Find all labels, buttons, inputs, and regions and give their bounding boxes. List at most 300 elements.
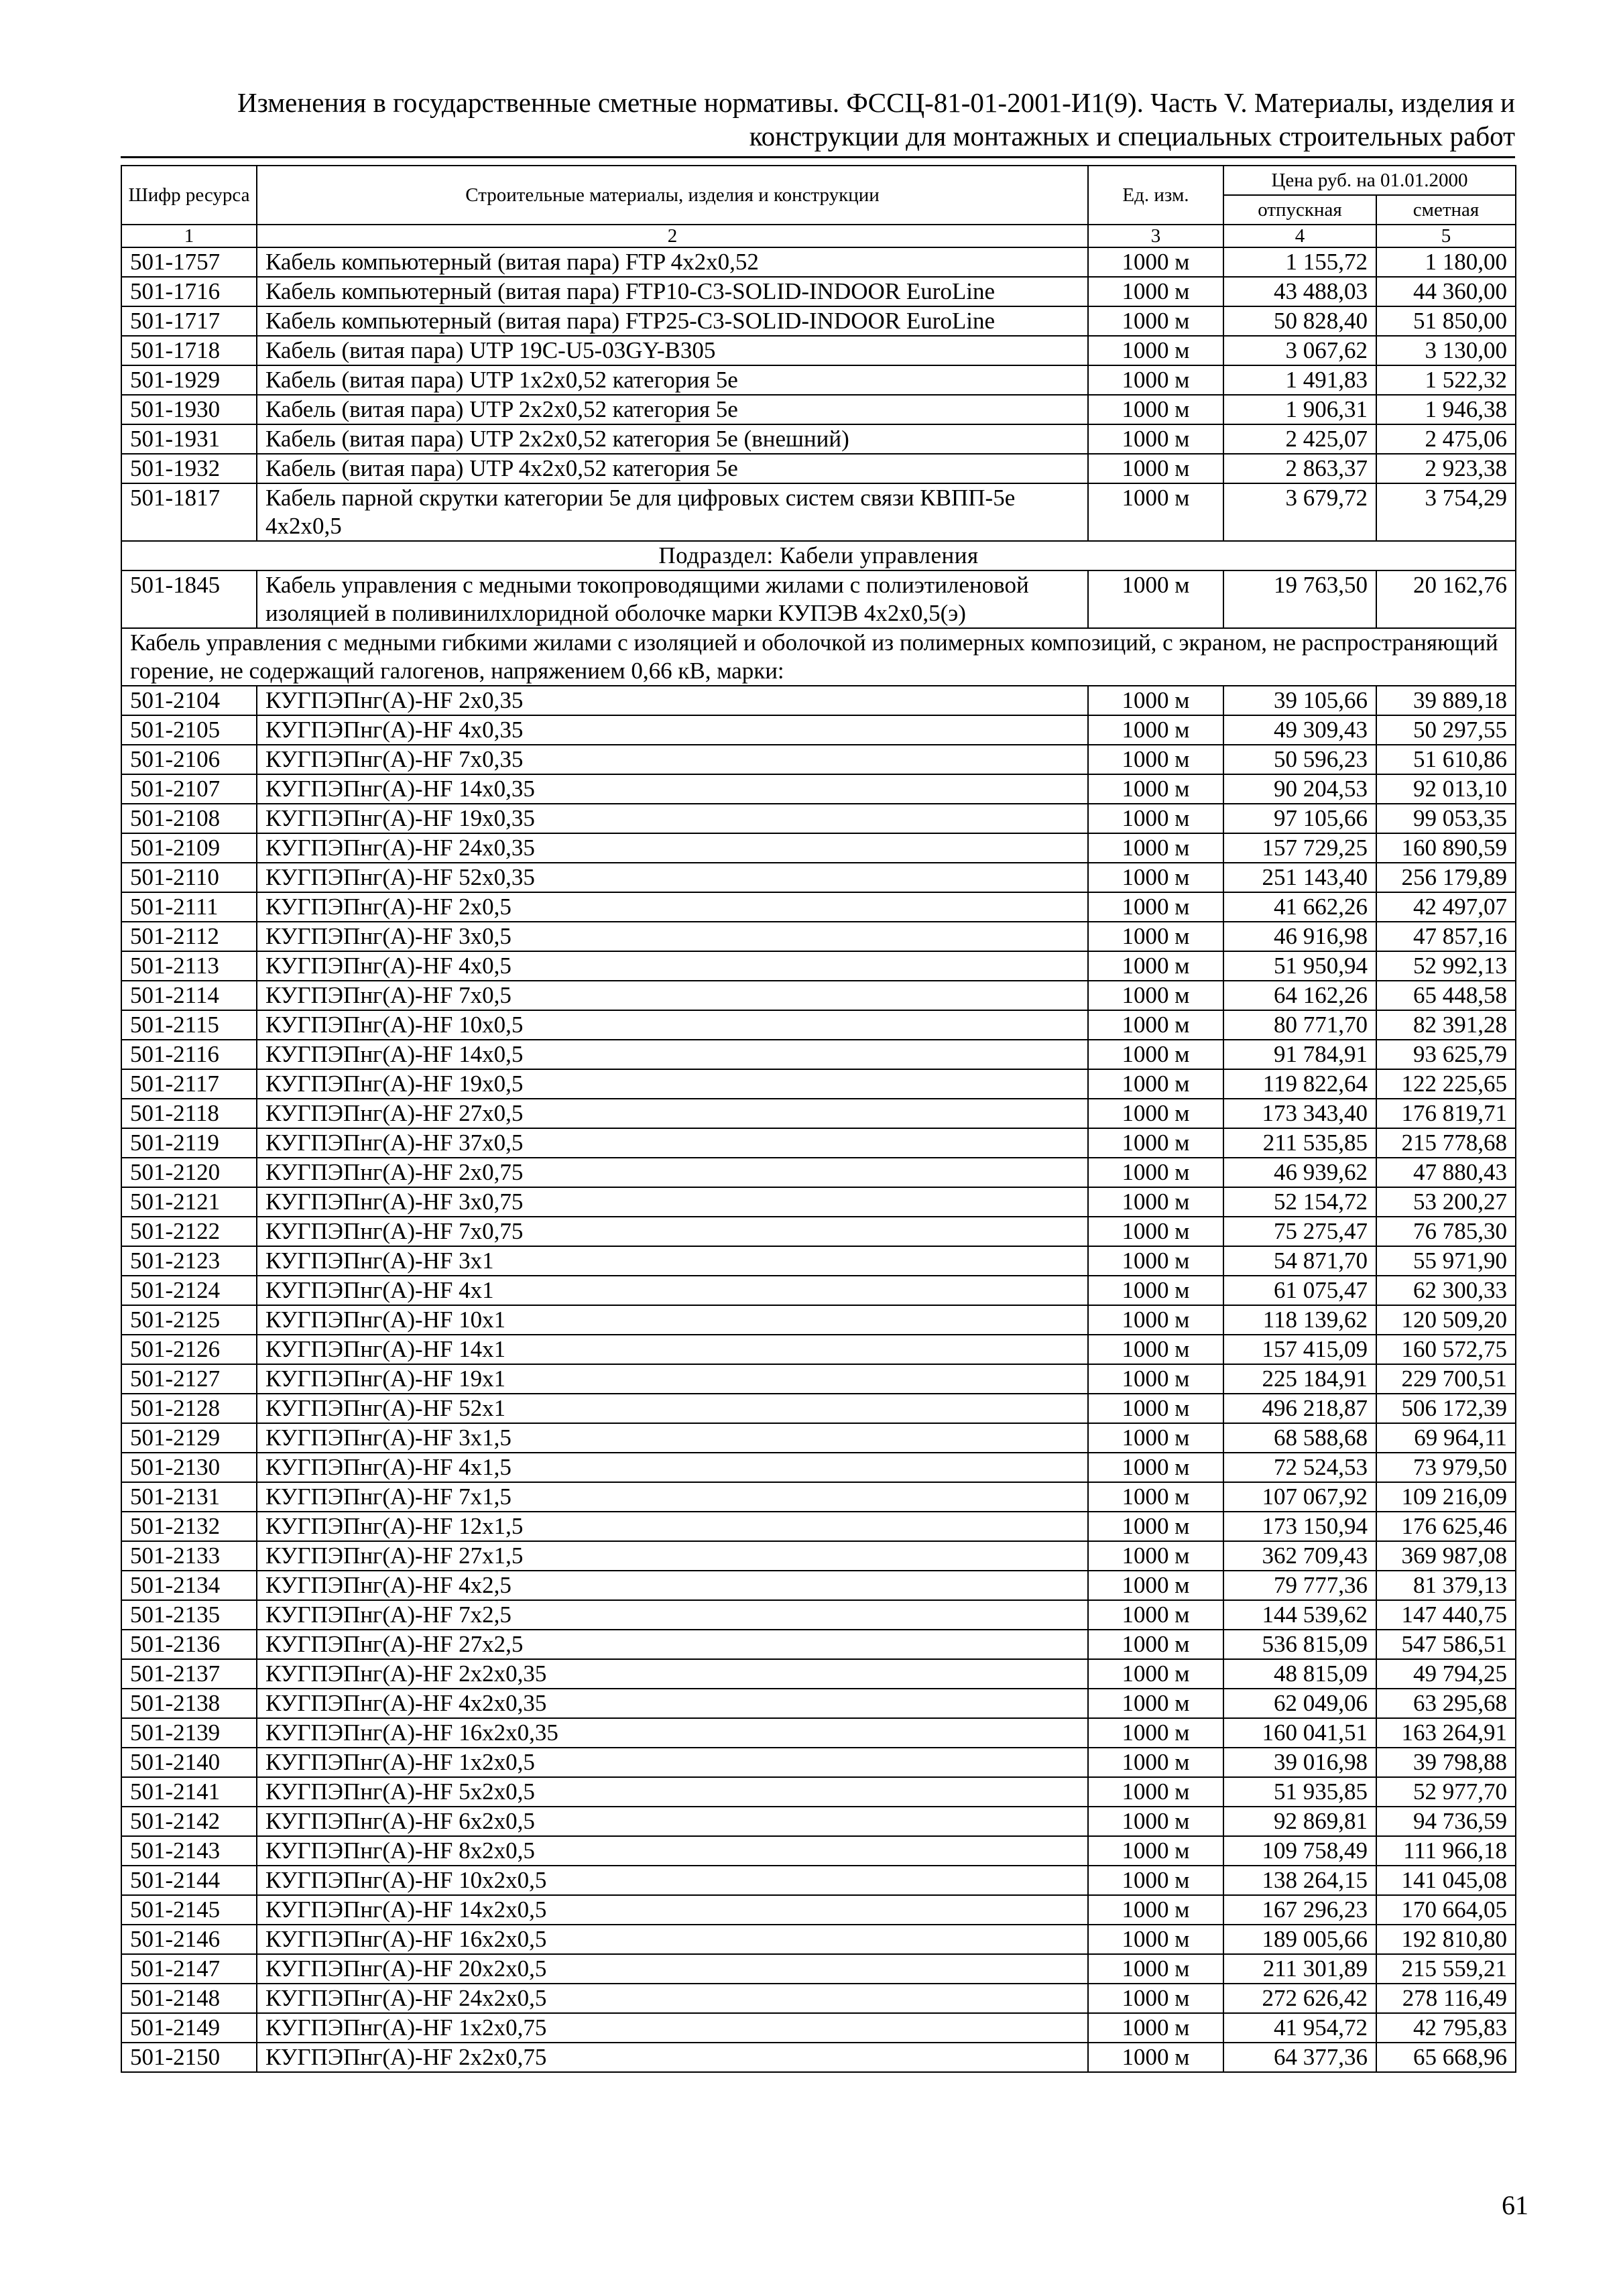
cell-unit: 1000 м bbox=[1088, 774, 1223, 804]
cell-release-price: 138 264,15 bbox=[1223, 1866, 1376, 1895]
cell-code: 501-2127 bbox=[121, 1364, 257, 1394]
cell-unit: 1000 м bbox=[1088, 1807, 1223, 1836]
table-row bbox=[121, 424, 1516, 454]
table-row bbox=[121, 1777, 1516, 1807]
cell-code: 501-2116 bbox=[121, 1040, 257, 1069]
table-row bbox=[121, 454, 1516, 483]
cell-unit: 1000 м bbox=[1088, 1276, 1223, 1305]
cell-code: 501-2136 bbox=[121, 1630, 257, 1659]
cell-name: КУГПЭПнг(А)-HF 14x1 bbox=[257, 1335, 1088, 1364]
cell-release-price: 51 950,94 bbox=[1223, 951, 1376, 981]
cell-code: 501-2146 bbox=[121, 1925, 257, 1954]
cell-code: 501-2108 bbox=[121, 804, 257, 833]
table-row bbox=[121, 570, 1516, 628]
cell-release-price: 48 815,09 bbox=[1223, 1659, 1376, 1689]
table-row bbox=[121, 1689, 1516, 1718]
table-row bbox=[121, 745, 1516, 774]
cell-unit: 1000 м bbox=[1088, 686, 1223, 715]
cell-release-price: 173 150,94 bbox=[1223, 1512, 1376, 1541]
cell-estimate-price: 51 850,00 bbox=[1376, 306, 1516, 336]
cell-release-price: 54 871,70 bbox=[1223, 1246, 1376, 1276]
cell-code: 501-2117 bbox=[121, 1069, 257, 1099]
cell-name: КУГПЭПнг(А)-HF 7x0,5 bbox=[257, 981, 1088, 1010]
cell-release-price: 189 005,66 bbox=[1223, 1925, 1376, 1954]
cell-release-price: 362 709,43 bbox=[1223, 1541, 1376, 1571]
table-body-control-cables bbox=[121, 686, 1516, 2072]
col-header-name: Строительные материалы, изделия и конструкции bbox=[257, 166, 1088, 225]
cell-unit: 1000 м bbox=[1088, 1984, 1223, 2013]
cell-estimate-price: 42 795,83 bbox=[1376, 2013, 1516, 2043]
cell-name: КУГПЭПнг(А)-HF 4x1,5 bbox=[257, 1453, 1088, 1482]
resource-price-table bbox=[121, 165, 1516, 2073]
cell-unit: 1000 м bbox=[1088, 951, 1223, 981]
cell-name: Кабель (витая пара) UTP 2x2x0,52 категория 5е (внешний) bbox=[257, 424, 1088, 454]
table-row bbox=[121, 483, 1516, 541]
cell-name: КУГПЭПнг(А)-HF 3x1 bbox=[257, 1246, 1088, 1276]
cell-name: КУГПЭПнг(А)-HF 10x2x0,5 bbox=[257, 1866, 1088, 1895]
cell-name: КУГПЭПнг(А)-HF 2x2x0,75 bbox=[257, 2043, 1088, 2072]
cell-estimate-price: 278 116,49 bbox=[1376, 1984, 1516, 2013]
cell-unit: 1000 м bbox=[1088, 277, 1223, 306]
cell-estimate-price: 39 798,88 bbox=[1376, 1748, 1516, 1777]
cell-code: 501-2145 bbox=[121, 1895, 257, 1925]
cell-estimate-price: 92 013,10 bbox=[1376, 774, 1516, 804]
cell-name: КУГПЭПнг(А)-HF 6x2x0,5 bbox=[257, 1807, 1088, 1836]
cell-code: 501-1817 bbox=[121, 483, 257, 541]
cell-estimate-price: 44 360,00 bbox=[1376, 277, 1516, 306]
cell-unit: 1000 м bbox=[1088, 1364, 1223, 1394]
cell-unit: 1000 м bbox=[1088, 1718, 1223, 1748]
cell-release-price: 173 343,40 bbox=[1223, 1099, 1376, 1128]
cell-code: 501-2140 bbox=[121, 1748, 257, 1777]
cell-code: 501-2111 bbox=[121, 892, 257, 922]
table-row bbox=[121, 1187, 1516, 1217]
cell-name: Кабель (витая пара) UTP 1x2x0,52 категория 5е bbox=[257, 365, 1088, 395]
table-row bbox=[121, 686, 1516, 715]
cell-release-price: 211 301,89 bbox=[1223, 1954, 1376, 1984]
cell-name: КУГПЭПнг(А)-HF 27x2,5 bbox=[257, 1630, 1088, 1659]
group-note: Кабель управления с медными гибкими жилами с изоляцией и оболочкой из полимерных композиций, с экраном, не распространяющий горение, не содержащий галогенов, напряжением 0,66 кВ, марки: bbox=[121, 628, 1516, 686]
table-head bbox=[121, 166, 1516, 247]
cell-name: Кабель (витая пара) UTP 4x2x0,52 категория 5е bbox=[257, 454, 1088, 483]
cell-name: КУГПЭПнг(А)-HF 4x0,5 bbox=[257, 951, 1088, 981]
cell-code: 501-2150 bbox=[121, 2043, 257, 2072]
cell-code: 501-2106 bbox=[121, 745, 257, 774]
cell-name: Кабель парной скрутки категории 5е для цифровых систем связи КВПП-5е 4x2x0,5 bbox=[257, 483, 1088, 541]
cell-code: 501-2141 bbox=[121, 1777, 257, 1807]
cell-estimate-price: 3 130,00 bbox=[1376, 336, 1516, 365]
cell-code: 501-2139 bbox=[121, 1718, 257, 1748]
cell-estimate-price: 81 379,13 bbox=[1376, 1571, 1516, 1600]
cell-name: КУГПЭПнг(А)-HF 1x2x0,5 bbox=[257, 1748, 1088, 1777]
cell-code: 501-2122 bbox=[121, 1217, 257, 1246]
cell-unit: 1000 м bbox=[1088, 1895, 1223, 1925]
cell-name: Кабель управления с медными токопроводящими жилами с полиэтиленовой изоляцией в поливинилхлоридной оболочке марки КУПЭВ 4x2x0,5(э) bbox=[257, 570, 1088, 628]
cell-estimate-price: 215 778,68 bbox=[1376, 1128, 1516, 1158]
cell-estimate-price: 94 736,59 bbox=[1376, 1807, 1516, 1836]
cell-unit: 1000 м bbox=[1088, 1010, 1223, 1040]
cell-release-price: 62 049,06 bbox=[1223, 1689, 1376, 1718]
cell-release-price: 46 939,62 bbox=[1223, 1158, 1376, 1187]
table-row bbox=[121, 1954, 1516, 1984]
cell-release-price: 43 488,03 bbox=[1223, 277, 1376, 306]
cell-code: 501-1929 bbox=[121, 365, 257, 395]
cell-code: 501-2132 bbox=[121, 1512, 257, 1541]
table-row bbox=[121, 1099, 1516, 1128]
subsection-block bbox=[121, 541, 1516, 686]
cell-name: КУГПЭПнг(А)-HF 4x2x0,35 bbox=[257, 1689, 1088, 1718]
cell-estimate-price: 47 857,16 bbox=[1376, 922, 1516, 951]
cell-code: 501-2114 bbox=[121, 981, 257, 1010]
table-row bbox=[121, 365, 1516, 395]
cell-unit: 1000 м bbox=[1088, 365, 1223, 395]
table-row bbox=[121, 306, 1516, 336]
cell-name: КУГПЭПнг(А)-HF 27x0,5 bbox=[257, 1099, 1088, 1128]
cell-unit: 1000 м bbox=[1088, 715, 1223, 745]
cell-unit: 1000 м bbox=[1088, 306, 1223, 336]
cell-unit: 1000 м bbox=[1088, 1600, 1223, 1630]
cell-code: 501-2135 bbox=[121, 1600, 257, 1630]
cell-unit: 1000 м bbox=[1088, 2043, 1223, 2072]
table-row bbox=[121, 2013, 1516, 2043]
cell-release-price: 91 784,91 bbox=[1223, 1040, 1376, 1069]
cell-release-price: 107 067,92 bbox=[1223, 1482, 1376, 1512]
cell-release-price: 50 596,23 bbox=[1223, 745, 1376, 774]
header-line-2: конструкции для монтажных и специальных строительных работ bbox=[749, 121, 1515, 152]
cell-name: КУГПЭПнг(А)-HF 3x0,5 bbox=[257, 922, 1088, 951]
table-row bbox=[121, 804, 1516, 833]
cell-release-price: 1 906,31 bbox=[1223, 395, 1376, 424]
cell-unit: 1000 м bbox=[1088, 1423, 1223, 1453]
cell-release-price: 92 869,81 bbox=[1223, 1807, 1376, 1836]
cell-release-price: 496 218,87 bbox=[1223, 1394, 1376, 1423]
cell-unit: 1000 м bbox=[1088, 247, 1223, 277]
cell-code: 501-2110 bbox=[121, 863, 257, 892]
table-row bbox=[121, 1512, 1516, 1541]
cell-name: КУГПЭПнг(А)-HF 19x0,35 bbox=[257, 804, 1088, 833]
cell-release-price: 64 162,26 bbox=[1223, 981, 1376, 1010]
cell-name: КУГПЭПнг(А)-HF 4x0,35 bbox=[257, 715, 1088, 745]
cell-estimate-price: 160 572,75 bbox=[1376, 1335, 1516, 1364]
cell-name: КУГПЭПнг(А)-HF 7x0,35 bbox=[257, 745, 1088, 774]
cell-unit: 1000 м bbox=[1088, 804, 1223, 833]
cell-unit: 1000 м bbox=[1088, 1394, 1223, 1423]
cell-code: 501-2129 bbox=[121, 1423, 257, 1453]
table-body-twisted-pair bbox=[121, 247, 1516, 541]
cell-code: 501-2113 bbox=[121, 951, 257, 981]
cell-unit: 1000 м bbox=[1088, 1040, 1223, 1069]
cell-release-price: 41 954,72 bbox=[1223, 2013, 1376, 2043]
cell-release-price: 61 075,47 bbox=[1223, 1276, 1376, 1305]
column-number: 1 bbox=[121, 225, 257, 247]
cell-unit: 1000 м bbox=[1088, 1925, 1223, 1954]
table-row bbox=[121, 277, 1516, 306]
cell-estimate-price: 55 971,90 bbox=[1376, 1246, 1516, 1276]
table-row bbox=[121, 2043, 1516, 2072]
cell-estimate-price: 52 977,70 bbox=[1376, 1777, 1516, 1807]
cell-unit: 1000 м bbox=[1088, 1305, 1223, 1335]
cell-unit: 1000 м bbox=[1088, 483, 1223, 541]
cell-name: КУГПЭПнг(А)-HF 2x0,35 bbox=[257, 686, 1088, 715]
cell-release-price: 272 626,42 bbox=[1223, 1984, 1376, 2013]
table-row bbox=[121, 1836, 1516, 1866]
cell-estimate-price: 52 992,13 bbox=[1376, 951, 1516, 981]
cell-estimate-price: 163 264,91 bbox=[1376, 1718, 1516, 1748]
cell-release-price: 51 935,85 bbox=[1223, 1777, 1376, 1807]
cell-code: 501-2149 bbox=[121, 2013, 257, 2043]
cell-release-price: 90 204,53 bbox=[1223, 774, 1376, 804]
cell-unit: 1000 м bbox=[1088, 1541, 1223, 1571]
cell-unit: 1000 м bbox=[1088, 1069, 1223, 1099]
cell-code: 501-2115 bbox=[121, 1010, 257, 1040]
table-row bbox=[121, 1541, 1516, 1571]
cell-name: КУГПЭПнг(А)-HF 4x1 bbox=[257, 1276, 1088, 1305]
cell-release-price: 49 309,43 bbox=[1223, 715, 1376, 745]
column-number: 2 bbox=[257, 225, 1088, 247]
table-row bbox=[121, 247, 1516, 277]
table-row bbox=[121, 1453, 1516, 1482]
cell-unit: 1000 м bbox=[1088, 922, 1223, 951]
cell-estimate-price: 20 162,76 bbox=[1376, 570, 1516, 628]
cell-name: КУГПЭПнг(А)-HF 3x0,75 bbox=[257, 1187, 1088, 1217]
cell-code: 501-1757 bbox=[121, 247, 257, 277]
cell-name: КУГПЭПнг(А)-HF 52x0,35 bbox=[257, 863, 1088, 892]
cell-release-price: 118 139,62 bbox=[1223, 1305, 1376, 1335]
cell-unit: 1000 м bbox=[1088, 745, 1223, 774]
cell-unit: 1000 м bbox=[1088, 1335, 1223, 1364]
cell-code: 501-2148 bbox=[121, 1984, 257, 2013]
cell-name: КУГПЭПнг(А)-HF 5x2x0,5 bbox=[257, 1777, 1088, 1807]
cell-estimate-price: 51 610,86 bbox=[1376, 745, 1516, 774]
table-row bbox=[121, 1748, 1516, 1777]
cell-estimate-price: 109 216,09 bbox=[1376, 1482, 1516, 1512]
cell-release-price: 79 777,36 bbox=[1223, 1571, 1376, 1600]
cell-estimate-price: 42 497,07 bbox=[1376, 892, 1516, 922]
cell-release-price: 64 377,36 bbox=[1223, 2043, 1376, 2072]
cell-estimate-price: 63 295,68 bbox=[1376, 1689, 1516, 1718]
cell-code: 501-2112 bbox=[121, 922, 257, 951]
cell-estimate-price: 50 297,55 bbox=[1376, 715, 1516, 745]
cell-unit: 1000 м bbox=[1088, 1158, 1223, 1187]
column-number: 3 bbox=[1088, 225, 1223, 247]
cell-code: 501-2104 bbox=[121, 686, 257, 715]
cell-release-price: 80 771,70 bbox=[1223, 1010, 1376, 1040]
cell-unit: 1000 м bbox=[1088, 1571, 1223, 1600]
cell-release-price: 50 828,40 bbox=[1223, 306, 1376, 336]
cell-name: КУГПЭПнг(А)-HF 27x1,5 bbox=[257, 1541, 1088, 1571]
cell-unit: 1000 м bbox=[1088, 863, 1223, 892]
cell-estimate-price: 1 946,38 bbox=[1376, 395, 1516, 424]
table-row bbox=[121, 1128, 1516, 1158]
col-header-price: Цена руб. на 01.01.2000 bbox=[1223, 166, 1516, 195]
cell-release-price: 211 535,85 bbox=[1223, 1128, 1376, 1158]
cell-unit: 1000 м bbox=[1088, 1836, 1223, 1866]
cell-code: 501-2131 bbox=[121, 1482, 257, 1512]
cell-name: Кабель (витая пара) UTP 19C-U5-03GY-B305 bbox=[257, 336, 1088, 365]
cell-estimate-price: 122 225,65 bbox=[1376, 1069, 1516, 1099]
table-row bbox=[121, 1482, 1516, 1512]
cell-release-price: 2 425,07 bbox=[1223, 424, 1376, 454]
cell-unit: 1000 м bbox=[1088, 1512, 1223, 1541]
cell-unit: 1000 м bbox=[1088, 395, 1223, 424]
cell-code: 501-2120 bbox=[121, 1158, 257, 1187]
cell-unit: 1000 м bbox=[1088, 1187, 1223, 1217]
table-row bbox=[121, 1158, 1516, 1187]
table-row bbox=[121, 1394, 1516, 1423]
cell-release-price: 75 275,47 bbox=[1223, 1217, 1376, 1246]
cell-code: 501-1930 bbox=[121, 395, 257, 424]
cell-name: КУГПЭПнг(А)-HF 14x0,5 bbox=[257, 1040, 1088, 1069]
col-header-release: отпускная bbox=[1223, 195, 1376, 225]
cell-estimate-price: 65 668,96 bbox=[1376, 2043, 1516, 2072]
cell-code: 501-1931 bbox=[121, 424, 257, 454]
table-row bbox=[121, 1895, 1516, 1925]
cell-release-price: 1 491,83 bbox=[1223, 365, 1376, 395]
cell-name: КУГПЭПнг(А)-HF 14x0,35 bbox=[257, 774, 1088, 804]
cell-code: 501-2143 bbox=[121, 1836, 257, 1866]
cell-estimate-price: 176 625,46 bbox=[1376, 1512, 1516, 1541]
table-row bbox=[121, 1276, 1516, 1305]
cell-estimate-price: 111 966,18 bbox=[1376, 1836, 1516, 1866]
cell-name: КУГПЭПнг(А)-HF 7x0,75 bbox=[257, 1217, 1088, 1246]
cell-unit: 1000 м bbox=[1088, 424, 1223, 454]
cell-estimate-price: 3 754,29 bbox=[1376, 483, 1516, 541]
cell-release-price: 41 662,26 bbox=[1223, 892, 1376, 922]
cell-estimate-price: 170 664,05 bbox=[1376, 1895, 1516, 1925]
cell-unit: 1000 м bbox=[1088, 1099, 1223, 1128]
cell-code: 501-2142 bbox=[121, 1807, 257, 1836]
cell-estimate-price: 47 880,43 bbox=[1376, 1158, 1516, 1187]
table-row bbox=[121, 774, 1516, 804]
cell-name: КУГПЭПнг(А)-HF 2x0,5 bbox=[257, 892, 1088, 922]
cell-unit: 1000 м bbox=[1088, 1128, 1223, 1158]
cell-code: 501-2121 bbox=[121, 1187, 257, 1217]
cell-code: 501-2147 bbox=[121, 1954, 257, 1984]
cell-name: Кабель (витая пара) UTP 2x2x0,52 категория 5е bbox=[257, 395, 1088, 424]
cell-name: КУГПЭПнг(А)-HF 3x1,5 bbox=[257, 1423, 1088, 1453]
cell-estimate-price: 53 200,27 bbox=[1376, 1187, 1516, 1217]
cell-code: 501-2125 bbox=[121, 1305, 257, 1335]
cell-release-price: 46 916,98 bbox=[1223, 922, 1376, 951]
cell-code: 501-1845 bbox=[121, 570, 257, 628]
cell-name: КУГПЭПнг(А)-HF 12x1,5 bbox=[257, 1512, 1088, 1541]
cell-unit: 1000 м bbox=[1088, 336, 1223, 365]
header-rule bbox=[121, 156, 1515, 158]
cell-unit: 1000 м bbox=[1088, 892, 1223, 922]
table-row bbox=[121, 1217, 1516, 1246]
cell-estimate-price: 120 509,20 bbox=[1376, 1305, 1516, 1335]
cell-name: КУГПЭПнг(А)-HF 2x0,75 bbox=[257, 1158, 1088, 1187]
table-row bbox=[121, 951, 1516, 981]
cell-code: 501-2123 bbox=[121, 1246, 257, 1276]
cell-estimate-price: 256 179,89 bbox=[1376, 863, 1516, 892]
cell-estimate-price: 69 964,11 bbox=[1376, 1423, 1516, 1453]
cell-release-price: 157 729,25 bbox=[1223, 833, 1376, 863]
cell-unit: 1000 м bbox=[1088, 2013, 1223, 2043]
subsection-title: Подраздел: Кабели управления bbox=[121, 541, 1516, 570]
cell-unit: 1000 м bbox=[1088, 1630, 1223, 1659]
cell-name: КУГПЭПнг(А)-HF 16x2x0,35 bbox=[257, 1718, 1088, 1748]
cell-release-price: 39 016,98 bbox=[1223, 1748, 1376, 1777]
cell-release-price: 109 758,49 bbox=[1223, 1836, 1376, 1866]
cell-estimate-price: 2 923,38 bbox=[1376, 454, 1516, 483]
cell-unit: 1000 м bbox=[1088, 1217, 1223, 1246]
cell-estimate-price: 160 890,59 bbox=[1376, 833, 1516, 863]
cell-name: КУГПЭПнг(А)-HF 19x0,5 bbox=[257, 1069, 1088, 1099]
cell-code: 501-1716 bbox=[121, 277, 257, 306]
cell-release-price: 160 041,51 bbox=[1223, 1718, 1376, 1748]
table-row bbox=[121, 1010, 1516, 1040]
table-row bbox=[121, 1630, 1516, 1659]
cell-code: 501-2137 bbox=[121, 1659, 257, 1689]
cell-release-price: 1 155,72 bbox=[1223, 247, 1376, 277]
cell-code: 501-2124 bbox=[121, 1276, 257, 1305]
table-row bbox=[121, 336, 1516, 365]
cell-code: 501-2128 bbox=[121, 1394, 257, 1423]
cell-unit: 1000 м bbox=[1088, 1748, 1223, 1777]
cell-estimate-price: 506 172,39 bbox=[1376, 1394, 1516, 1423]
cell-estimate-price: 76 785,30 bbox=[1376, 1217, 1516, 1246]
cell-unit: 1000 м bbox=[1088, 1482, 1223, 1512]
col-header-estimate: сметная bbox=[1376, 195, 1516, 225]
cell-unit: 1000 м bbox=[1088, 1659, 1223, 1689]
table-row bbox=[121, 1335, 1516, 1364]
cell-release-price: 144 539,62 bbox=[1223, 1600, 1376, 1630]
page-header bbox=[121, 86, 1515, 153]
cell-release-price: 97 105,66 bbox=[1223, 804, 1376, 833]
table-row bbox=[121, 1571, 1516, 1600]
cell-code: 501-2107 bbox=[121, 774, 257, 804]
cell-release-price: 167 296,23 bbox=[1223, 1895, 1376, 1925]
cell-name: Кабель компьютерный (витая пара) FTP25-C3-SOLID-INDOOR EuroLine bbox=[257, 306, 1088, 336]
cell-unit: 1000 м bbox=[1088, 1777, 1223, 1807]
cell-release-price: 119 822,64 bbox=[1223, 1069, 1376, 1099]
cell-estimate-price: 62 300,33 bbox=[1376, 1276, 1516, 1305]
cell-name: КУГПЭПнг(А)-HF 7x2,5 bbox=[257, 1600, 1088, 1630]
cell-release-price: 3 679,72 bbox=[1223, 483, 1376, 541]
cell-release-price: 536 815,09 bbox=[1223, 1630, 1376, 1659]
cell-name: КУГПЭПнг(А)-HF 7x1,5 bbox=[257, 1482, 1088, 1512]
cell-estimate-price: 99 053,35 bbox=[1376, 804, 1516, 833]
cell-name: КУГПЭПнг(А)-HF 1x2x0,75 bbox=[257, 2013, 1088, 2043]
cell-release-price: 52 154,72 bbox=[1223, 1187, 1376, 1217]
cell-code: 501-2134 bbox=[121, 1571, 257, 1600]
cell-name: Кабель компьютерный (витая пара) FTP10-C3-SOLID-INDOOR EuroLine bbox=[257, 277, 1088, 306]
cell-estimate-price: 82 391,28 bbox=[1376, 1010, 1516, 1040]
cell-estimate-price: 93 625,79 bbox=[1376, 1040, 1516, 1069]
table-row bbox=[121, 1423, 1516, 1453]
table-row bbox=[121, 1984, 1516, 2013]
cell-unit: 1000 м bbox=[1088, 833, 1223, 863]
cell-name: КУГПЭПнг(А)-HF 10x0,5 bbox=[257, 1010, 1088, 1040]
cell-release-price: 225 184,91 bbox=[1223, 1364, 1376, 1394]
cell-estimate-price: 215 559,21 bbox=[1376, 1954, 1516, 1984]
cell-estimate-price: 65 448,58 bbox=[1376, 981, 1516, 1010]
cell-code: 501-2105 bbox=[121, 715, 257, 745]
cell-estimate-price: 369 987,08 bbox=[1376, 1541, 1516, 1571]
table-row bbox=[121, 1305, 1516, 1335]
col-header-unit: Ед. изм. bbox=[1088, 166, 1223, 225]
cell-unit: 1000 м bbox=[1088, 1954, 1223, 1984]
cell-unit: 1000 м bbox=[1088, 1453, 1223, 1482]
table-row bbox=[121, 715, 1516, 745]
table-row bbox=[121, 922, 1516, 951]
cell-code: 501-2119 bbox=[121, 1128, 257, 1158]
table-row bbox=[121, 395, 1516, 424]
cell-name: КУГПЭПнг(А)-HF 16x2x0,5 bbox=[257, 1925, 1088, 1954]
cell-name: КУГПЭПнг(А)-HF 19x1 bbox=[257, 1364, 1088, 1394]
cell-name: КУГПЭПнг(А)-HF 24x0,35 bbox=[257, 833, 1088, 863]
